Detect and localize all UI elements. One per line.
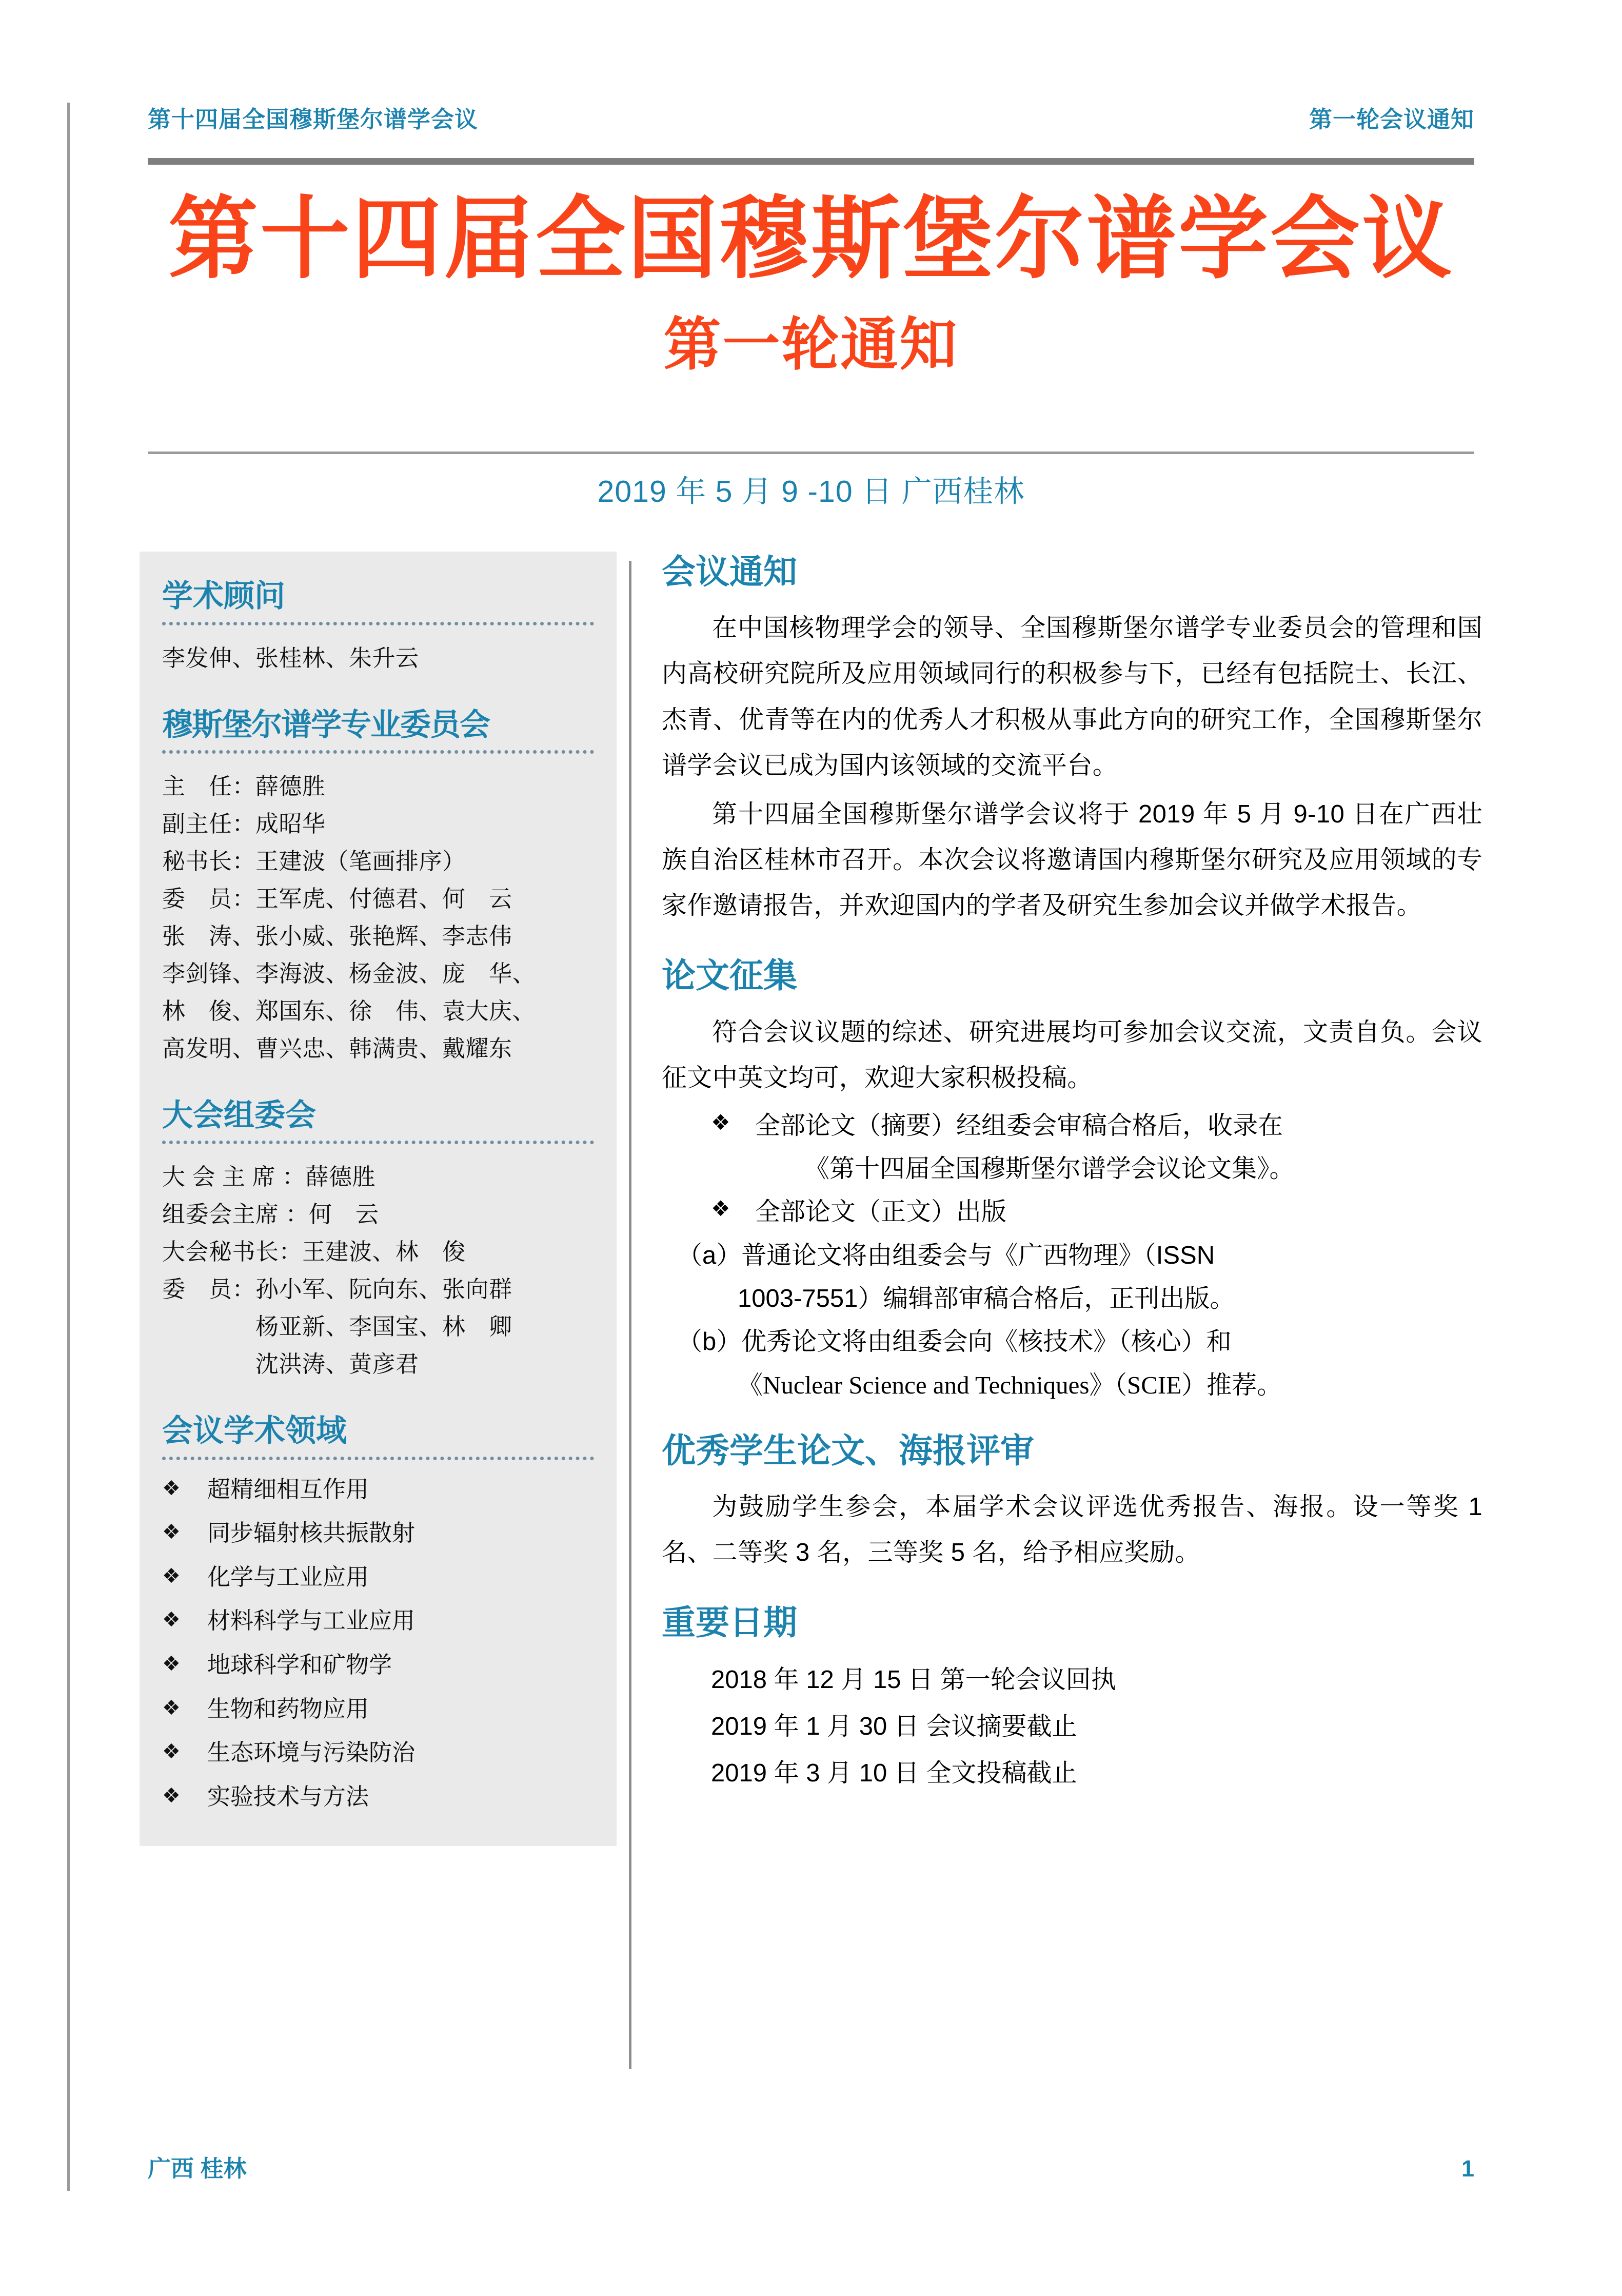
bullet-text: 全部论文（正文）出版 — [755, 1198, 1007, 1226]
page-title: 第十四届全国穆斯堡尔谱学会议 — [168, 189, 1454, 289]
spacer — [162, 677, 594, 707]
diamond-bullet-icon: ❖ — [162, 1740, 181, 1763]
diamond-bullet-icon: ❖ — [162, 1564, 181, 1587]
sidebar-organizing-line: 沈洪涛、黄彦君 — [162, 1350, 419, 1377]
page-number: 1 — [1461, 2155, 1474, 2182]
sidebar-committee-line: 林 俊、郑国东、徐 伟、袁大庆、 — [162, 997, 536, 1024]
diamond-bullet-icon: ❖ — [162, 1696, 181, 1719]
lettered-item-b-line2: 《Nuclear Science and Techniques》（SCIE）推荐。 — [738, 1370, 1282, 1399]
list-item — [162, 1562, 594, 1592]
bullet-text: 全部论文（摘要）经组委会审稿合格后，收录在 — [755, 1111, 1283, 1140]
call-for-papers-bullet-list — [662, 1104, 1482, 1147]
running-header-right-title: 第一轮会议通知 — [1309, 106, 1474, 132]
diamond-bullet-icon: ❖ — [162, 1784, 181, 1807]
header-divider-rule — [148, 158, 1474, 165]
topic-label: 实验技术与方法 — [207, 1783, 369, 1810]
student-awards-paragraph: 为鼓励学生参会，本届学术会议评选优秀报告、海报。设一等奖 1 名、二等奖 3 名，三等奖 5 名，给予相应奖励。 — [662, 1493, 1482, 1567]
bullet-continuation-text: 《第十四届全国穆斯堡尔谱学会议论文集》。 — [804, 1155, 1295, 1183]
sidebar-dot-divider — [162, 750, 594, 754]
sidebar-heading-advisors: 学术顾问 — [162, 579, 285, 613]
sidebar-organizing-line: 组委会主席 ：何 云 — [162, 1201, 379, 1228]
sidebar-committee-line: 张 涛、张小威、张艳辉、李志伟 — [162, 923, 512, 950]
section-heading-notice: 会议通知 — [662, 553, 797, 591]
topic-label: 同步辐射核共振散射 — [207, 1520, 416, 1546]
title-divider-rule — [148, 452, 1474, 454]
spacer — [162, 1383, 594, 1413]
sidebar-topic-list — [162, 1475, 594, 1812]
list-item — [162, 1782, 594, 1812]
conference-date-venue: 2019 年 5 月 9 -10 日 广西桂林 — [597, 475, 1025, 508]
sidebar-heading-topics: 会议学术领域 — [162, 1413, 347, 1448]
diamond-bullet-icon: ❖ — [162, 1477, 181, 1500]
sidebar-dot-divider — [162, 1141, 594, 1144]
page-footer — [148, 2150, 1474, 2183]
sidebar-advisor-names: 李发伸、张桂林、朱升云 — [162, 644, 419, 671]
diamond-bullet-icon: ❖ — [162, 1652, 181, 1675]
list-item — [162, 1650, 594, 1680]
sidebar-dot-divider — [162, 1457, 594, 1460]
list-item — [711, 1190, 1482, 1233]
list-item — [162, 1606, 594, 1636]
diamond-bullet-icon: ❖ — [162, 1608, 181, 1632]
lettered-item-b-line1: （b）优秀论文将由组委会向《核技术》（核心）和 — [677, 1328, 1232, 1356]
sidebar-organizing-line: 大 会 主 席 ：薛德胜 — [162, 1164, 376, 1190]
list-item — [162, 1738, 594, 1768]
spacer — [662, 932, 1482, 955]
sidebar-committee-line: 李剑锋、李海波、杨金波、庞 华、 — [162, 960, 536, 987]
topic-label: 生物和药物应用 — [207, 1695, 369, 1722]
topic-label: 材料科学与工业应用 — [207, 1607, 416, 1634]
important-date-item: 2019 年 1 月 30 日 会议摘要截止 — [711, 1712, 1077, 1740]
list-item — [711, 1104, 1482, 1147]
notice-paragraph: 第十四届全国穆斯堡尔谱学会议将于 2019 年 5 月 9-10 日在广西壮族自治区桂林市召开。本次会议将邀请国内穆斯堡尔研究及应用领域的专家作邀请报告，并欢迎国内的学者及研究生参加会议并做学术报告。 — [662, 800, 1482, 920]
diamond-bullet-icon: ❖ — [162, 1521, 181, 1544]
diamond-bullet-icon: ❖ — [711, 1196, 730, 1221]
sidebar-committee-line: 主 任：薛德胜 — [162, 773, 326, 800]
topic-label: 地球科学和矿物学 — [207, 1651, 392, 1678]
section-heading-important-dates: 重要日期 — [662, 1603, 797, 1642]
column-divider-rule — [629, 561, 631, 2069]
lettered-item-a-line1: （a）普通论文将由组委会与《广西物理》（ISSN — [677, 1241, 1215, 1269]
running-header — [148, 101, 1474, 134]
call-for-papers-intro: 符合会议议题的综述、研究进展均可参加会议交流，文责自负。会议征文中英文均可，欢迎大家积极投稿。 — [662, 1018, 1482, 1092]
sidebar-heading-organizing: 大会组委会 — [162, 1097, 316, 1132]
sidebar-organizing-line: 委 员：孙小军、阮向东、张向群 — [162, 1276, 512, 1303]
sidebar-committee-line: 高发明、曹兴忠、韩满贵、戴耀东 — [162, 1035, 512, 1062]
spacer — [162, 1068, 594, 1097]
topic-label: 化学与工业应用 — [207, 1563, 369, 1590]
main-content-column — [662, 552, 1482, 1797]
lettered-item-a-line2: 1003-7551）编辑部审稿合格后，正刊出版。 — [738, 1284, 1235, 1312]
body-columns — [0, 552, 1622, 2091]
sidebar-organizing-line: 大会秘书长：王建波、林 俊 — [162, 1239, 466, 1265]
topic-label: 超精细相互作用 — [207, 1476, 369, 1502]
sidebar-committee-line: 秘书长：王建波（笔画排序） — [162, 848, 466, 875]
section-heading-student-awards: 优秀学生论文、海报评审 — [662, 1431, 1034, 1469]
notice-paragraph: 在中国核物理学会的领导、全国穆斯堡尔谱学专业委员会的管理和国内高校研究院所及应用领域同行的积极参与下，已经有包括院士、长江、杰青、优青等在内的优秀人才积极从事此方向的研究工作，全国穆斯堡尔谱学会议已成为国内该领域的交流平台。 — [662, 614, 1482, 779]
sidebar — [140, 552, 617, 1846]
list-item — [162, 1475, 594, 1504]
title-block — [148, 185, 1474, 383]
diamond-bullet-icon: ❖ — [711, 1110, 730, 1134]
running-header-left-title: 第十四届全国穆斯堡尔谱学会议 — [148, 106, 479, 132]
important-date-item: 2018 年 12 月 15 日 第一轮会议回执 — [711, 1665, 1116, 1694]
sidebar-committee-line: 委 员：王军虎、付德君、何 云 — [162, 886, 512, 912]
call-for-papers-bullet-list — [662, 1190, 1482, 1233]
section-heading-call-for-papers: 论文征集 — [662, 956, 797, 995]
spacer — [662, 1579, 1482, 1602]
topic-label: 生态环境与污染防治 — [207, 1739, 416, 1766]
list-item — [162, 1694, 594, 1724]
sidebar-dot-divider — [162, 622, 594, 625]
important-date-item: 2019 年 3 月 10 日 全文投稿截止 — [711, 1759, 1077, 1787]
sidebar-committee-line: 副主任：成昭华 — [162, 811, 326, 837]
sidebar-heading-committee: 穆斯堡尔谱学专业委员会 — [162, 707, 489, 742]
page-subtitle: 第一轮通知 — [663, 312, 959, 377]
spacer — [662, 1407, 1482, 1430]
sidebar-organizing-line: 杨亚新、李国宝、林 卿 — [162, 1313, 512, 1340]
list-item — [162, 1518, 594, 1548]
footer-venue-label: 广西 桂林 — [148, 2155, 247, 2182]
